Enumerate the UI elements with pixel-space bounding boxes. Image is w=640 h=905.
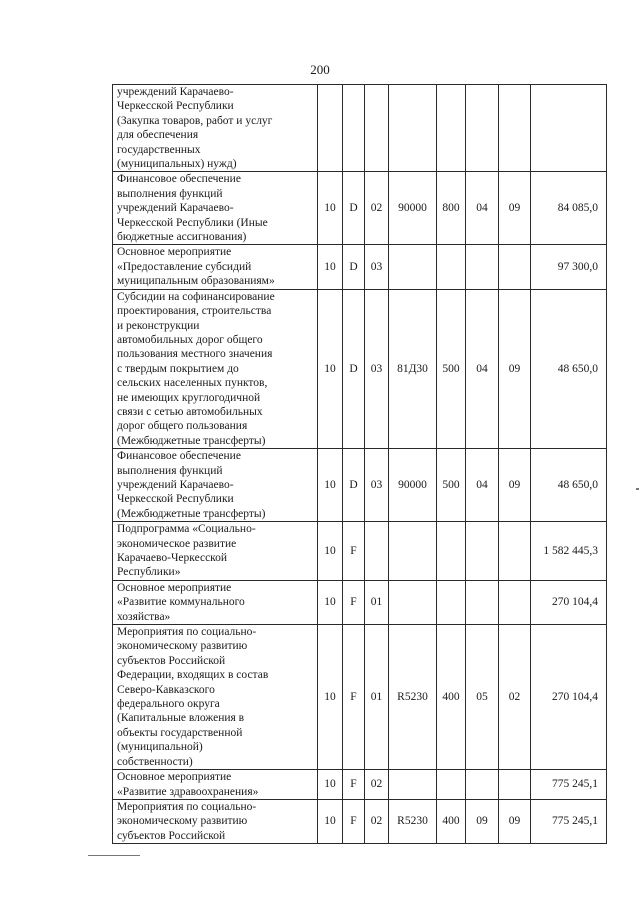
row-name-line: связи с сетью автомобильных [117,405,263,418]
row-code-c2: D [343,449,365,522]
row-name-line: Финансовое обеспечение [117,450,241,463]
row-code-c2: D [343,172,365,245]
row-name [113,449,318,522]
row-name-line: сельских населенных пунктов, [117,377,268,390]
page-number: 200 [310,62,330,77]
row-code-c5 [437,580,466,624]
row-code-c1: 10 [318,580,343,624]
row-name-line: и реконструкции [117,319,200,332]
row-name-line: Мероприятия по социально- [117,800,257,813]
row-code-c2: D [343,289,365,448]
row-code-c6: 05 [466,625,499,770]
row-code-c7 [499,522,531,581]
row-name-line: выполнения функций [117,187,223,200]
row-code-c2: F [343,799,365,843]
row-code-c1: 10 [318,172,343,245]
row-name-line: для обеспечения [117,129,199,142]
row-name-line: Карачаево-Черкесской [117,552,228,564]
row-name-line: Республики» [117,566,181,579]
row-code-c4: 90000 [389,449,437,522]
row-name [113,580,318,624]
row-name-line: учреждений Карачаево- [117,478,234,491]
row-code-c6 [466,245,499,289]
row-name-line: Основное мероприятие [117,771,232,784]
row-name-line: (Межбюджетные трансферты) [117,434,266,447]
row-code-c6 [466,770,499,800]
row-name-line: с твердым покрытием до [117,362,239,375]
row-code-c5: 800 [437,172,466,245]
row-name-line: (муниципальной) [117,741,203,754]
row-code-c1: 10 [318,522,343,581]
row-name-line: Черкесской Республики [117,100,234,113]
row-name-line: (Капитальные вложения в [117,712,245,725]
row-code-c4 [389,770,437,800]
row-name-line: Черкесской Республики [117,493,234,506]
row-code-c5: 400 [437,799,466,843]
row-name-line: Северо-Кавказского [117,683,215,696]
row-name [113,770,318,800]
row-name-line: экономическое развитие [117,537,237,550]
row-code-c2: D [343,245,365,289]
row-code-c7 [499,245,531,289]
row-code-c3: 02 [365,172,389,245]
row-code-c4 [389,85,437,172]
row-name-line: (муниципальных) нужд) [117,158,237,171]
row-code-c3: 03 [365,245,389,289]
table-row [113,289,607,448]
row-code-c5 [437,770,466,800]
table-row [113,770,607,800]
row-name [113,172,318,245]
row-name [113,799,318,843]
row-code-c1: 10 [318,245,343,289]
row-code-c7: 09 [499,799,531,843]
row-name-line: Федерации, входящих в состав [117,669,269,682]
table-row [113,580,607,624]
row-code-c6: 04 [466,449,499,522]
row-name-line: субъектов Российской [117,829,226,842]
table-row [113,85,607,172]
row-code-c3: 02 [365,799,389,843]
row-code-c5 [437,85,466,172]
row-code-c2: F [343,522,365,581]
scan-mark [88,855,140,856]
row-name-line: Мероприятия по социально- [117,626,257,639]
row-code-c5 [437,522,466,581]
row-code-c3: 02 [365,770,389,800]
row-name-line: федерального округа [117,698,220,711]
row-code-c1: 10 [318,449,343,522]
row-code-c2: F [343,580,365,624]
row-code-c7 [499,580,531,624]
row-name [113,289,318,448]
row-name [113,625,318,770]
row-name-line: объекты государственной [117,726,243,739]
row-amount: 97 300,0 [531,245,607,289]
row-name-line: Субсидии на софинансирование [117,290,275,303]
row-code-c1: 10 [318,770,343,800]
row-name-line: Основное мероприятие [117,246,232,259]
row-name-line: собственности) [117,755,193,768]
row-name-line: экономическому развитию [117,640,248,653]
row-code-c1: 10 [318,625,343,770]
row-amount: 270 104,4 [531,580,607,624]
table-row [113,449,607,522]
row-code-c1: 10 [318,289,343,448]
row-name-line: хозяйства» [117,610,171,623]
row-amount: 84 085,0 [531,172,607,245]
row-code-c4 [389,580,437,624]
row-name-line: «Развитие здравоохранения» [117,785,259,798]
row-name-line: субъектов Российской [117,654,226,667]
row-name-line: учреждений Карачаево- [117,86,234,98]
row-code-c4: R5230 [389,625,437,770]
row-code-c6: 04 [466,172,499,245]
row-code-c2: F [343,625,365,770]
table-row [113,799,607,843]
row-code-c5: 400 [437,625,466,770]
row-name-line: «Предоставление субсидий [117,260,252,273]
row-name-line: «Развитие коммунального [117,596,245,609]
table-row [113,522,607,581]
row-code-c7: 09 [499,289,531,448]
row-code-c4: 81Д30 [389,289,437,448]
row-name-line: муниципальным образованиям» [117,275,275,288]
row-code-c1 [318,85,343,172]
row-name-line: учреждений Карачаево- [117,202,234,215]
row-code-c2: F [343,770,365,800]
row-name-line: дорог общего пользования [117,420,248,433]
row-code-c5 [437,245,466,289]
row-name-line: экономическому развитию [117,815,248,828]
row-code-c7 [499,770,531,800]
row-code-c7 [499,85,531,172]
row-amount: 48 650,0 [531,449,607,522]
row-code-c5: 500 [437,449,466,522]
row-code-c5: 500 [437,289,466,448]
budget-table [112,84,607,844]
row-name-line: автомобильных дорог общего [117,333,263,346]
row-name-line: (Межбюджетные трансферты) [117,507,266,520]
row-name-line: Черкесской Республики (Иные [117,216,268,229]
row-code-c6 [466,580,499,624]
row-name-line: государственных [117,143,201,156]
row-amount: 270 104,4 [531,625,607,770]
row-name-line: проектирования, строительства [117,305,272,318]
row-name-line: бюджетные ассигнования) [117,231,247,244]
row-name-line: Подпрограмма «Социально- [117,523,256,536]
row-name-line: Основное мероприятие [117,581,232,594]
row-code-c4 [389,522,437,581]
row-code-c6: 09 [466,799,499,843]
table-row [113,172,607,245]
row-code-c4: R5230 [389,799,437,843]
row-code-c4: 90000 [389,172,437,245]
row-code-c3 [365,522,389,581]
row-amount: 775 245,1 [531,770,607,800]
row-code-c3: 01 [365,580,389,624]
table-row [113,245,607,289]
row-amount: 1 582 445,3 [531,522,607,581]
row-code-c3: 03 [365,449,389,522]
row-name-line: выполнения функций [117,464,223,477]
row-code-c6: 04 [466,289,499,448]
table-row [113,625,607,770]
row-name-line: пользования местного значения [117,348,273,361]
scan-mark [636,488,639,490]
row-code-c3: 03 [365,289,389,448]
row-code-c1: 10 [318,799,343,843]
row-amount: 48 650,0 [531,289,607,448]
row-code-c7: 09 [499,449,531,522]
row-name-line: не имеющих круглогодичной [117,391,261,404]
row-name-line: (Закупка товаров, работ и услуг [117,114,273,127]
row-code-c7: 09 [499,172,531,245]
row-name-line: Финансовое обеспечение [117,173,241,186]
row-code-c2 [343,85,365,172]
row-code-c6 [466,522,499,581]
row-name [113,245,318,289]
row-name [113,85,318,172]
row-code-c7: 02 [499,625,531,770]
row-amount [531,85,607,172]
row-code-c6 [466,85,499,172]
row-name [113,522,318,581]
row-code-c4 [389,245,437,289]
row-code-c3 [365,85,389,172]
row-code-c3: 01 [365,625,389,770]
row-amount: 775 245,1 [531,799,607,843]
